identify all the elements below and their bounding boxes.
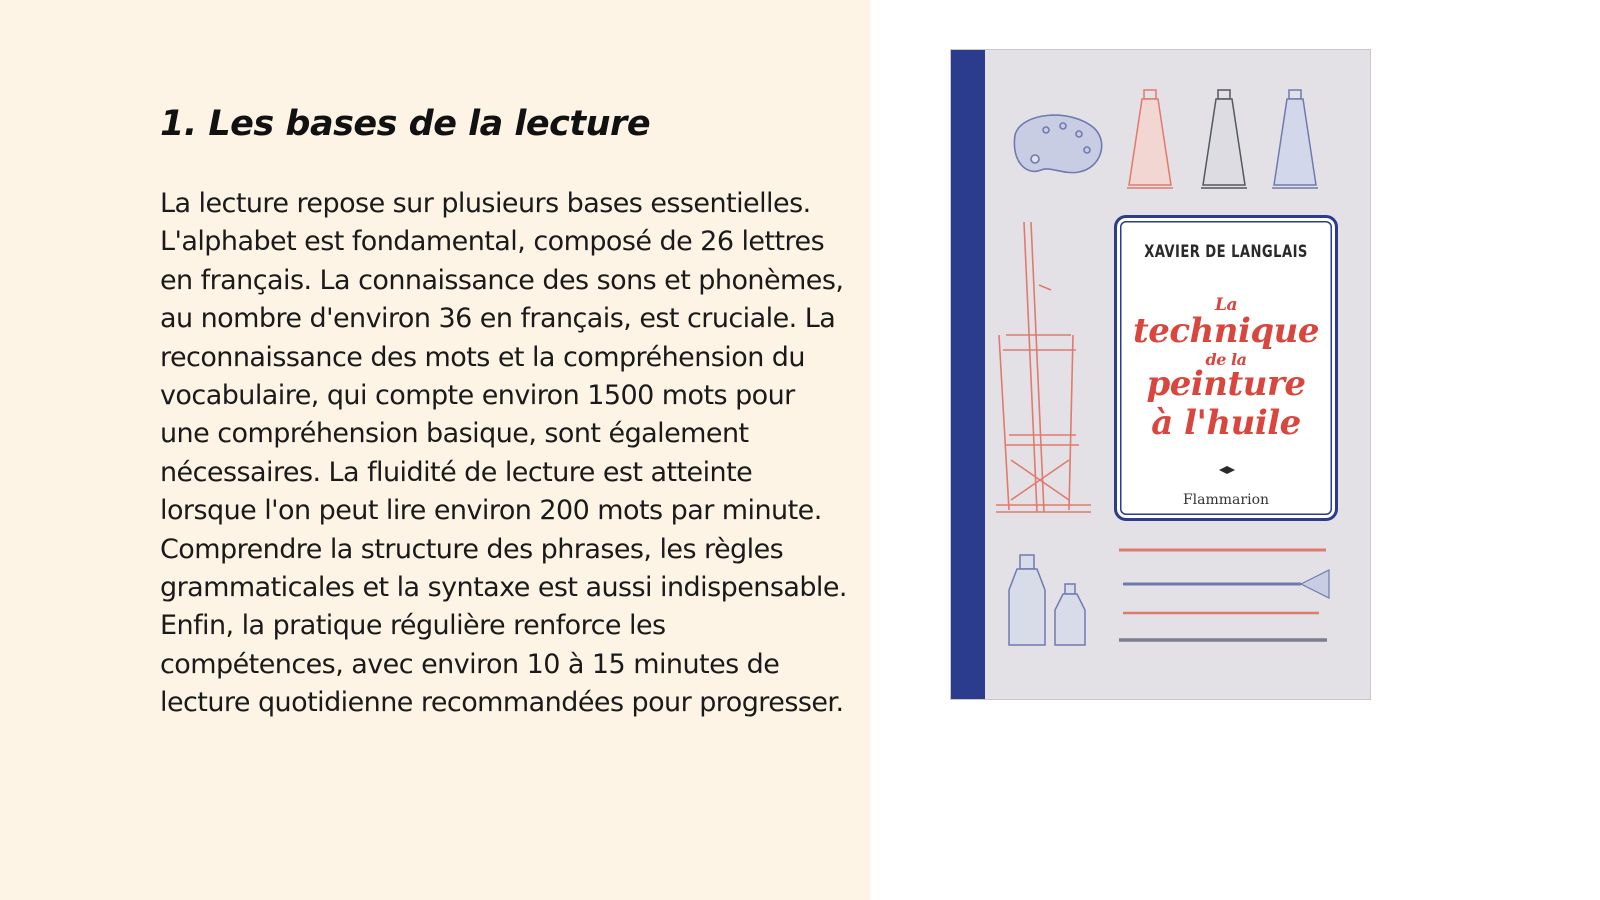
book-title-line: La	[1215, 295, 1237, 315]
book-title-line: peinture	[1146, 364, 1306, 404]
easel-icon	[996, 222, 1091, 512]
slide-heading: 1. Les bases de la lecture	[160, 104, 651, 144]
bottle-icon	[1009, 555, 1085, 645]
brush-icon	[1119, 550, 1329, 640]
book-publisher: Flammarion	[1182, 492, 1270, 508]
book-title-line: de la	[1205, 350, 1247, 369]
book-title-line: technique	[1132, 311, 1320, 351]
ornament-icon	[1219, 466, 1235, 474]
book-author: XAVIER DE LANGLAIS	[1144, 242, 1308, 262]
slide-body-text: La lecture repose sur plusieurs bases essentielles. L'alphabet est fondamental, composé de 26 lettres en français. La connaissance des sons et phonèmes, au nombre d'environ 36 en français, est cruciale. La reconnaissance des mots et la compréhension du vocabulaire, qui compte environ 1500 mots pour une compréhension basique, sont également nécessaires. La fluidité de lecture est atteinte lorsque l'on peut lire environ 200 mots par minute. Comprendre la structure des phrases, les règles grammaticales et la syntaxe est aussi indispensable. Enfin, la pratique régulière renforce les compétences, avec environ 10 à 15 minutes de lecture quotidienne recommandées pour progresser.	[160, 188, 847, 719]
paint-tube-icon	[1127, 90, 1318, 188]
palette-icon	[1014, 115, 1101, 173]
book-cover-image	[950, 49, 1371, 700]
cover-title-label	[1114, 215, 1338, 521]
book-title-line: à l'huile	[1151, 403, 1301, 443]
